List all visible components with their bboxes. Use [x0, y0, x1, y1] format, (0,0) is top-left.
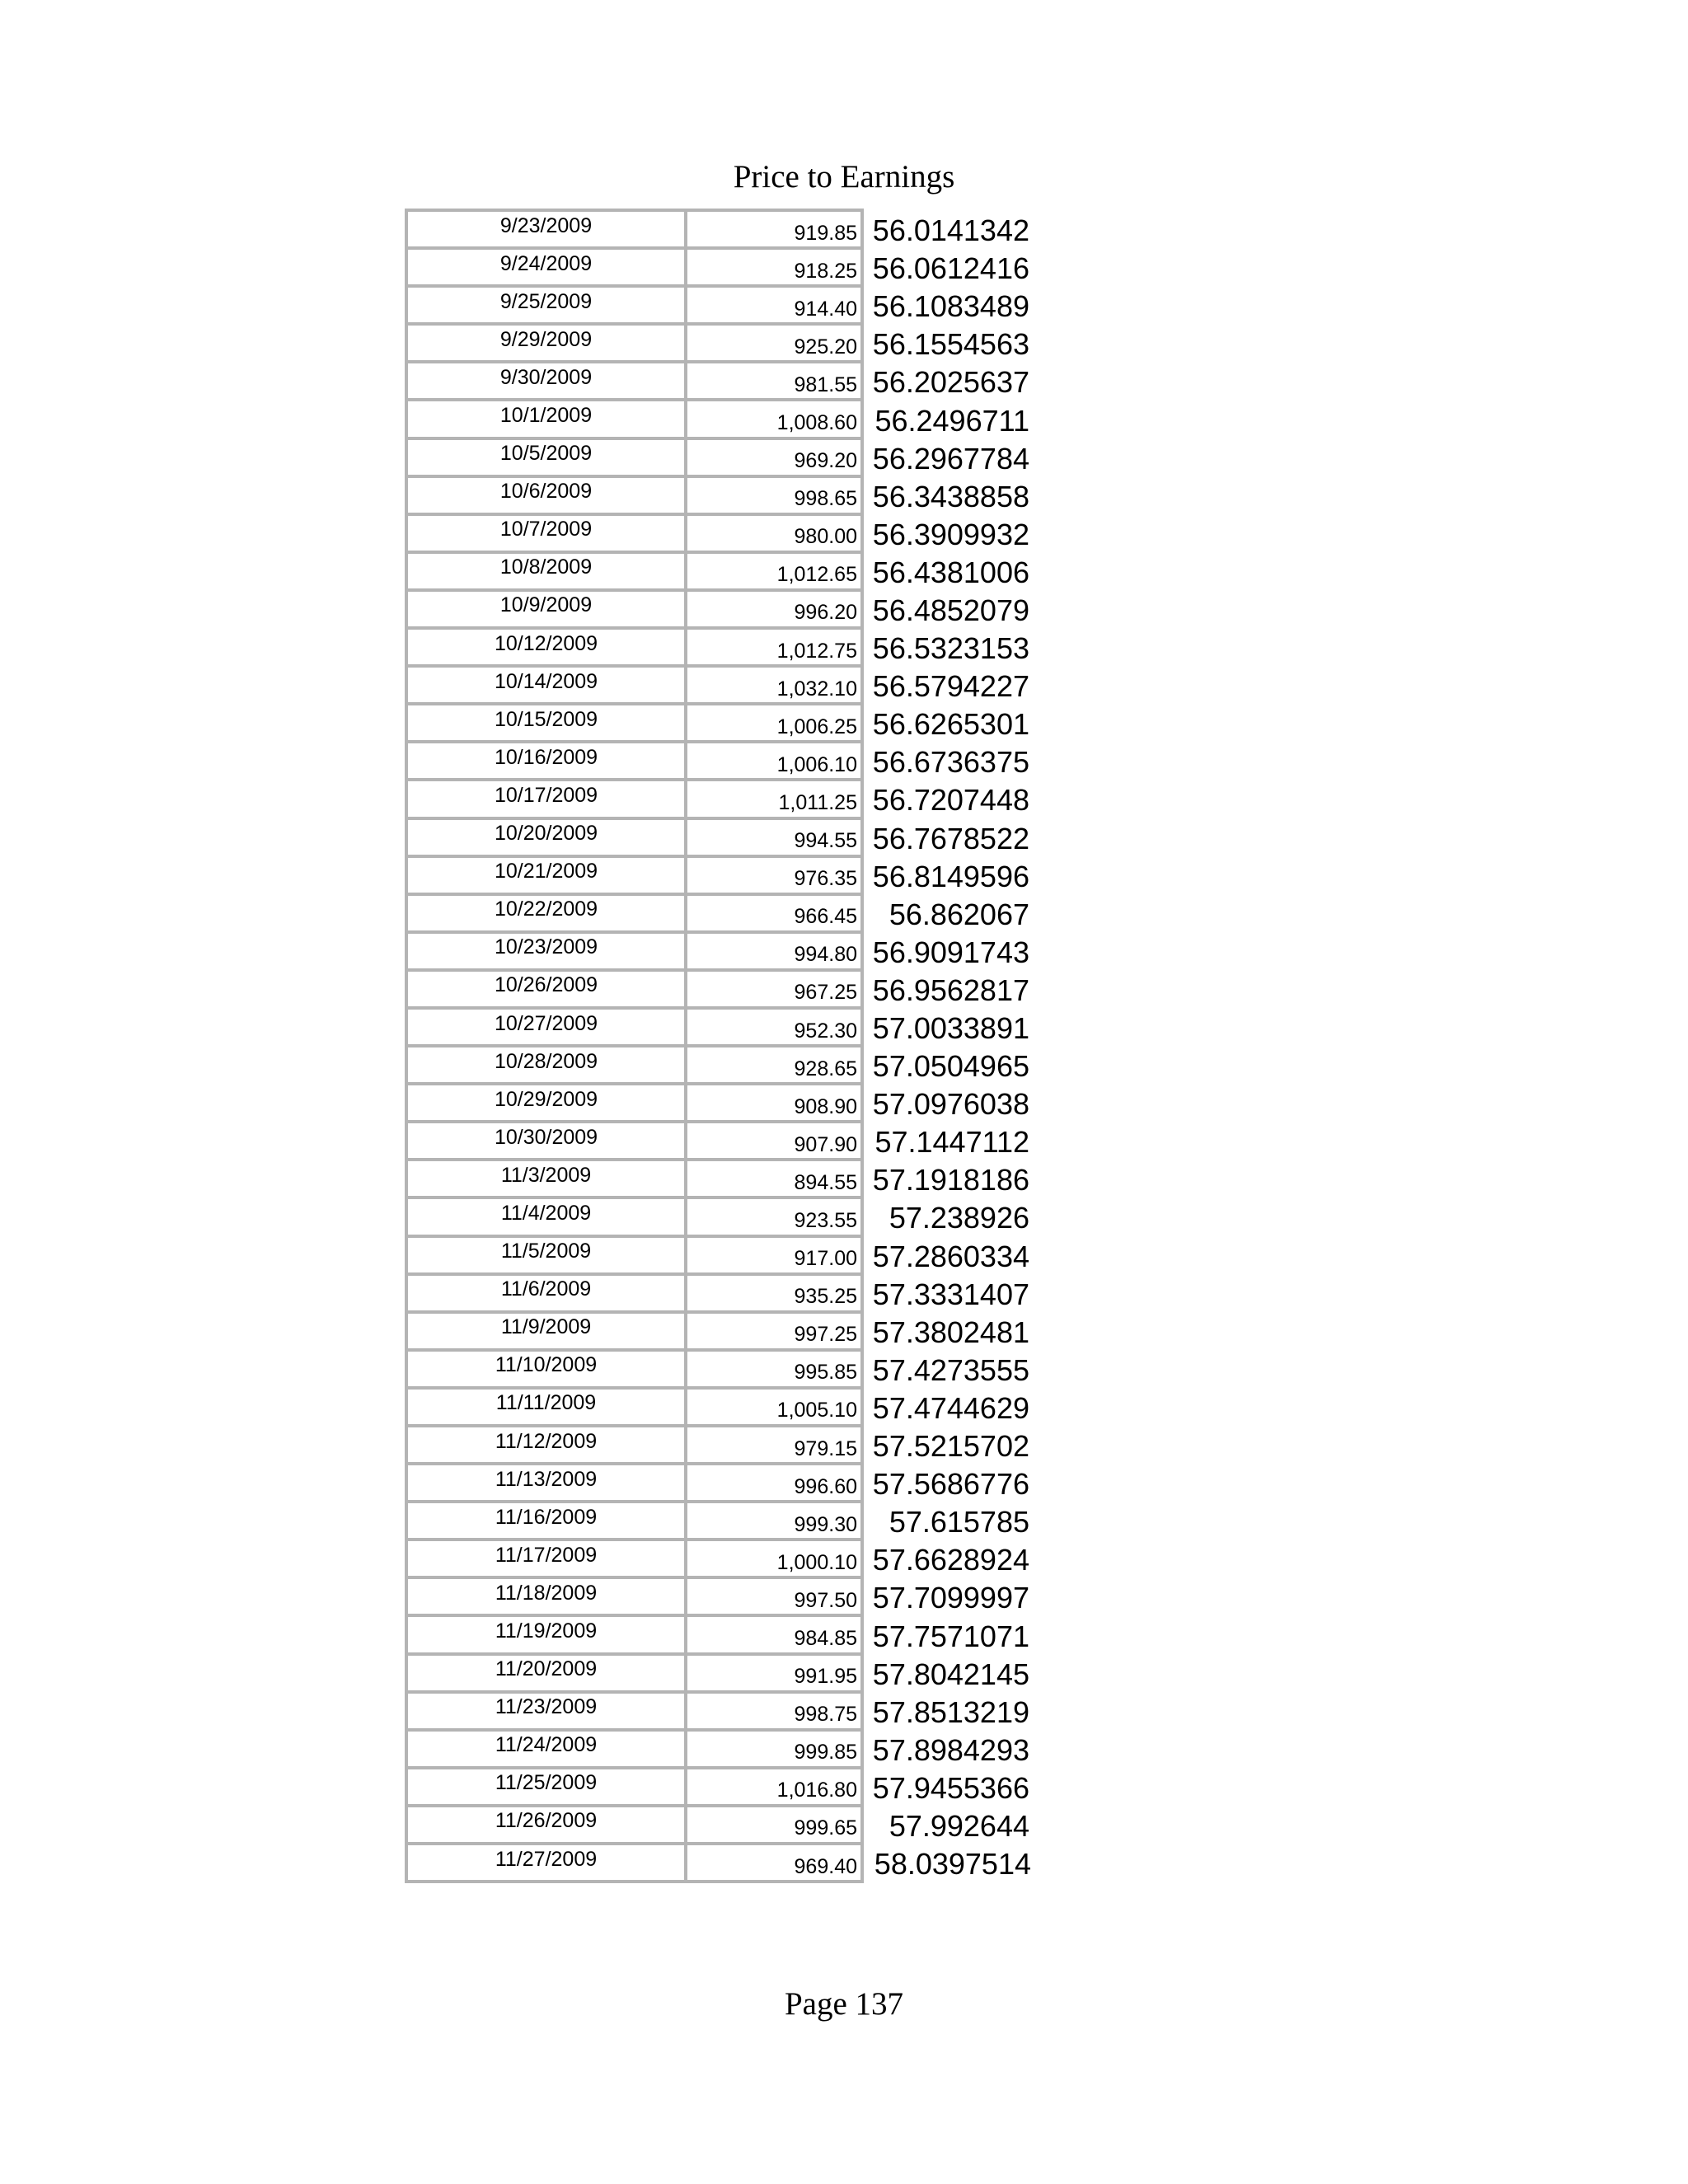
date-cell: 11/25/2009: [406, 1768, 686, 1806]
price-cell: 969.40: [686, 1844, 862, 1882]
date-cell: 11/16/2009: [406, 1502, 686, 1540]
table-row: [406, 1768, 1031, 1806]
price-cell: 996.60: [686, 1464, 862, 1502]
date-cell: 11/11/2009: [406, 1388, 686, 1426]
table-row: [406, 742, 1031, 780]
table-row: [406, 856, 1031, 894]
date-cell: 11/4/2009: [406, 1197, 686, 1235]
price-cell: 894.55: [686, 1160, 862, 1197]
date-cell: 11/10/2009: [406, 1350, 686, 1388]
table-row: [406, 818, 1031, 856]
table-row: [406, 1577, 1031, 1615]
date-cell: 11/5/2009: [406, 1236, 686, 1274]
price-cell: 976.35: [686, 856, 862, 894]
price-cell: 999.65: [686, 1806, 862, 1844]
date-cell: 10/6/2009: [406, 476, 686, 514]
table-row: [406, 438, 1031, 476]
table-row: [406, 1502, 1031, 1540]
date-cell: 9/25/2009: [406, 286, 686, 324]
date-cell: 11/24/2009: [406, 1730, 686, 1768]
table-row: [406, 248, 1031, 286]
date-cell: 10/15/2009: [406, 704, 686, 742]
table-row: [406, 704, 1031, 742]
table-row: [406, 1122, 1031, 1160]
date-cell: 10/27/2009: [406, 1008, 686, 1046]
price-cell: 952.30: [686, 1008, 862, 1046]
table-row: [406, 894, 1031, 932]
date-cell: 11/9/2009: [406, 1312, 686, 1350]
pe-ratio-cell: 56.2967784: [872, 441, 1029, 476]
pe-ratio-cell: 56.3438858: [872, 479, 1029, 513]
table-row: [406, 286, 1031, 324]
price-cell: 995.85: [686, 1350, 862, 1388]
pe-ratio-cell: 57.7571071: [872, 1619, 1029, 1653]
pe-ratio-cell: 56.1554563: [872, 327, 1029, 362]
date-cell: 11/19/2009: [406, 1615, 686, 1653]
table-row: [406, 1350, 1031, 1388]
table-row: [406, 932, 1031, 970]
date-cell: 10/12/2009: [406, 628, 686, 666]
date-cell: 11/18/2009: [406, 1577, 686, 1615]
price-cell: 997.50: [686, 1577, 862, 1615]
pe-ratio-cell: 56.1083489: [872, 289, 1029, 324]
table-row: [406, 590, 1031, 628]
price-cell: 984.85: [686, 1615, 862, 1653]
pe-ratio-cell: 56.6736375: [872, 745, 1029, 780]
date-cell: 9/24/2009: [406, 248, 686, 286]
price-cell: 1,005.10: [686, 1388, 862, 1426]
table-row: [406, 666, 1031, 704]
pe-ratio-cell: 57.1918186: [872, 1163, 1029, 1197]
pe-ratio-cell: 56.7678522: [872, 821, 1029, 855]
pe-ratio-cell: 56.5794227: [872, 669, 1029, 704]
pe-ratio-cell: 57.615785: [889, 1505, 1029, 1540]
pe-ratio-cell: 57.0504965: [872, 1049, 1029, 1084]
pe-ratio-cell: 58.0397514: [874, 1847, 1031, 1882]
date-cell: 10/28/2009: [406, 1046, 686, 1084]
date-cell: 11/6/2009: [406, 1274, 686, 1312]
price-cell: 994.80: [686, 932, 862, 970]
price-cell: 928.65: [686, 1046, 862, 1084]
price-cell: 967.25: [686, 970, 862, 1008]
date-cell: 10/29/2009: [406, 1084, 686, 1122]
price-cell: 980.00: [686, 514, 862, 552]
pe-ratio-cell: 57.0976038: [872, 1087, 1029, 1122]
table-row: [406, 324, 1031, 362]
pe-ratio-cell: 57.8042145: [872, 1657, 1029, 1691]
date-cell: 11/17/2009: [406, 1540, 686, 1577]
table-row: [406, 1084, 1031, 1122]
pe-ratio-cell: 56.862067: [889, 897, 1029, 931]
price-cell: 1,011.25: [686, 780, 862, 818]
price-cell: 918.25: [686, 248, 862, 286]
price-cell: 1,006.10: [686, 742, 862, 780]
price-cell: 1,012.75: [686, 628, 862, 666]
price-cell: 908.90: [686, 1084, 862, 1122]
pe-ratio-cell: 57.992644: [889, 1808, 1029, 1843]
pe-ratio-cell: 57.8513219: [872, 1694, 1029, 1729]
table-row: [406, 1426, 1031, 1464]
date-cell: 11/23/2009: [406, 1692, 686, 1730]
date-cell: 10/22/2009: [406, 894, 686, 932]
date-cell: 10/7/2009: [406, 514, 686, 552]
table-row: [406, 628, 1031, 666]
table-row: [406, 1654, 1031, 1692]
pe-ratio-cell: 56.0141342: [872, 213, 1029, 248]
pe-ratio-cell: 57.6628924: [872, 1543, 1029, 1577]
price-cell: 991.95: [686, 1654, 862, 1692]
pe-ratio-cell: 57.7099997: [872, 1581, 1029, 1615]
table-row: [406, 1692, 1031, 1730]
price-cell: 917.00: [686, 1236, 862, 1274]
table-row: [406, 210, 1031, 248]
pe-ratio-cell: 57.8984293: [872, 1732, 1029, 1767]
pe-ratio-cell: 57.5686776: [872, 1467, 1029, 1502]
table-row: [406, 1615, 1031, 1653]
price-cell: 1,008.60: [686, 400, 862, 438]
price-cell: 994.55: [686, 818, 862, 856]
pe-ratio-cell: 57.2860334: [872, 1239, 1029, 1273]
date-cell: 11/26/2009: [406, 1806, 686, 1844]
table-row: [406, 1197, 1031, 1235]
date-cell: 11/20/2009: [406, 1654, 686, 1692]
date-cell: 9/23/2009: [406, 210, 686, 248]
date-cell: 10/26/2009: [406, 970, 686, 1008]
date-cell: 11/13/2009: [406, 1464, 686, 1502]
price-cell: 996.20: [686, 590, 862, 628]
table-row: [406, 1806, 1031, 1844]
table-row: [406, 970, 1031, 1008]
table-row: [406, 1008, 1031, 1046]
price-cell: 925.20: [686, 324, 862, 362]
price-cell: 979.15: [686, 1426, 862, 1464]
date-cell: 9/29/2009: [406, 324, 686, 362]
price-cell: 999.30: [686, 1502, 862, 1540]
price-cell: 1,016.80: [686, 1768, 862, 1806]
pe-ratio-cell: 56.8149596: [872, 859, 1029, 893]
pe-ratio-cell: 57.238926: [889, 1201, 1029, 1235]
price-cell: 923.55: [686, 1197, 862, 1235]
pe-ratio-cell: 56.7207448: [872, 783, 1029, 818]
pe-ratio-cell: 57.4273555: [872, 1352, 1029, 1387]
pe-ratio-cell: 56.6265301: [872, 707, 1029, 742]
table-row: [406, 1844, 1031, 1882]
date-cell: 10/30/2009: [406, 1122, 686, 1160]
price-cell: 1,032.10: [686, 666, 862, 704]
price-cell: 1,012.65: [686, 552, 862, 590]
table-row: [406, 1540, 1031, 1577]
pe-ratio-cell: 56.9562817: [872, 972, 1029, 1007]
pe-ratio-cell: 56.4381006: [872, 555, 1029, 589]
pe-ratio-cell: 56.9091743: [872, 935, 1029, 969]
table-row: [406, 1046, 1031, 1084]
date-cell: 10/21/2009: [406, 856, 686, 894]
pe-ratio-cell: 57.9455366: [872, 1770, 1029, 1805]
price-cell: 966.45: [686, 894, 862, 932]
price-cell: 969.20: [686, 438, 862, 476]
date-cell: 10/8/2009: [406, 552, 686, 590]
date-cell: 10/14/2009: [406, 666, 686, 704]
table-row: [406, 1730, 1031, 1768]
table-row: [406, 1236, 1031, 1274]
table-row: [406, 780, 1031, 818]
price-earnings-table: [405, 209, 1033, 1883]
date-cell: 10/5/2009: [406, 438, 686, 476]
table-row: [406, 1388, 1031, 1426]
table-row: [406, 514, 1031, 552]
pe-ratio-cell: 57.1447112: [874, 1125, 1029, 1160]
pe-ratio-cell: 56.3909932: [872, 517, 1029, 551]
price-cell: 1,000.10: [686, 1540, 862, 1577]
price-cell: 997.25: [686, 1312, 862, 1350]
pe-ratio-cell: 56.4852079: [872, 593, 1029, 627]
price-cell: 914.40: [686, 286, 862, 324]
pe-ratio-cell: 57.4744629: [872, 1390, 1029, 1425]
table-body: [406, 210, 1031, 1882]
pe-ratio-cell: 57.3802481: [872, 1315, 1029, 1349]
date-cell: 11/27/2009: [406, 1844, 686, 1882]
date-cell: 10/23/2009: [406, 932, 686, 970]
pe-ratio-cell: 57.3331407: [872, 1277, 1029, 1311]
date-cell: 10/17/2009: [406, 780, 686, 818]
table-row: [406, 1160, 1031, 1197]
table-row: [406, 400, 1031, 438]
price-cell: 907.90: [686, 1122, 862, 1160]
date-cell: 9/30/2009: [406, 362, 686, 400]
price-cell: 998.75: [686, 1692, 862, 1730]
table-row: [406, 362, 1031, 400]
date-cell: 10/16/2009: [406, 742, 686, 780]
page-title: Price to Earnings: [733, 159, 955, 194]
pe-ratio-cell: 57.5215702: [872, 1429, 1029, 1464]
date-cell: 10/20/2009: [406, 818, 686, 856]
table-row: [406, 1464, 1031, 1502]
price-cell: 919.85: [686, 210, 862, 248]
pe-ratio-cell: 56.2496711: [874, 403, 1029, 438]
table-row: [406, 1312, 1031, 1350]
pe-ratio-cell: 57.0033891: [872, 1011, 1029, 1046]
pe-ratio-cell: 56.5323153: [872, 631, 1029, 666]
table-row: [406, 552, 1031, 590]
date-cell: 10/1/2009: [406, 400, 686, 438]
pe-ratio-cell: 56.2025637: [872, 365, 1029, 400]
table-row: [406, 1274, 1031, 1312]
price-cell: 999.85: [686, 1730, 862, 1768]
price-cell: 1,006.25: [686, 704, 862, 742]
date-cell: 10/9/2009: [406, 590, 686, 628]
pe-ratio-cell: 56.0612416: [872, 251, 1029, 286]
date-cell: 11/12/2009: [406, 1426, 686, 1464]
price-cell: 998.65: [686, 476, 862, 514]
date-cell: 11/3/2009: [406, 1160, 686, 1197]
price-cell: 935.25: [686, 1274, 862, 1312]
page-number: Page 137: [784, 1986, 904, 2022]
table-row: [406, 476, 1031, 514]
price-cell: 981.55: [686, 362, 862, 400]
